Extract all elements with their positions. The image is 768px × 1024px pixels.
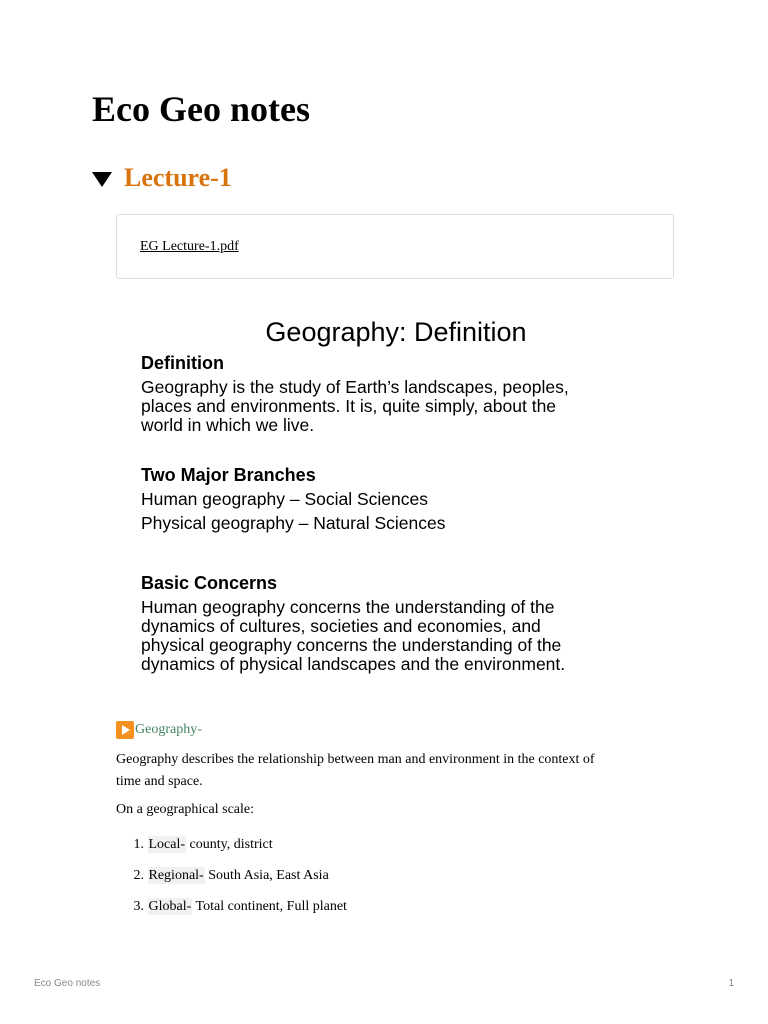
play-button-icon — [116, 721, 134, 739]
list-text: Total continent, Full planet — [192, 898, 347, 914]
list-number: 2. — [133, 867, 144, 883]
scale-list — [116, 829, 347, 922]
slide-definition-heading: Definition — [141, 353, 224, 373]
list-label: Local- — [148, 836, 186, 852]
file-link[interactable]: EG Lecture-1.pdf — [140, 239, 239, 254]
slide-title: Geography: Definition — [265, 317, 527, 347]
slide-definition-line: places and environments. It is, quite simply, about the — [141, 396, 557, 416]
slide-definition-line: world in which we live. — [141, 415, 315, 435]
list-label: Regional- — [148, 867, 204, 883]
list-text: county, district — [186, 836, 273, 852]
slide-concerns-line: physical geography concerns the understanding of the — [141, 635, 562, 655]
list-item — [116, 829, 347, 860]
list-label: Global- — [148, 898, 192, 914]
paragraph-line: time and space. — [116, 774, 203, 789]
toggle-triangle-icon[interactable] — [92, 172, 112, 187]
geography-heading-row — [116, 720, 202, 740]
slide-branches-heading: Two Major Branches — [141, 465, 316, 485]
slide-definition-line: Geography is the study of Earth’s landscapes, peoples, — [141, 377, 569, 397]
slide-concerns-line: dynamics of cultures, societies and economies, and — [141, 616, 541, 636]
slide-image — [116, 305, 676, 705]
toggle-title: Lecture-1 — [124, 163, 232, 192]
scale-intro: On a geographical scale: — [116, 802, 254, 817]
footer-title: Eco Geo notes — [34, 978, 101, 989]
slide-concerns-line: Human geography concerns the understanding of the — [141, 597, 555, 617]
geography-paragraph — [116, 749, 656, 793]
slide-definition-text — [141, 378, 653, 435]
list-item — [116, 891, 347, 922]
slide-concerns-heading: Basic Concerns — [141, 573, 278, 593]
geography-heading: Geography- — [135, 722, 202, 737]
file-attachment[interactable] — [116, 214, 674, 279]
list-number: 3. — [133, 898, 144, 914]
list-item — [116, 860, 347, 891]
slide-concerns-text — [141, 598, 653, 674]
slide-branch-physical: Physical geography – Natural Sciences — [141, 513, 446, 533]
paragraph-line: Geography describes the relationship between man and environment in the context of — [116, 752, 595, 767]
slide-branch-human: Human geography – Social Sciences — [141, 489, 428, 509]
slide-concerns-line: dynamics of physical landscapes and the environment. — [141, 654, 566, 674]
list-text: South Asia, East Asia — [204, 867, 329, 883]
page-title: Eco Geo notes — [92, 89, 310, 129]
footer-page-number: 1 — [728, 978, 734, 989]
list-number: 1. — [133, 836, 144, 852]
toggle-lecture-1[interactable] — [92, 160, 232, 196]
